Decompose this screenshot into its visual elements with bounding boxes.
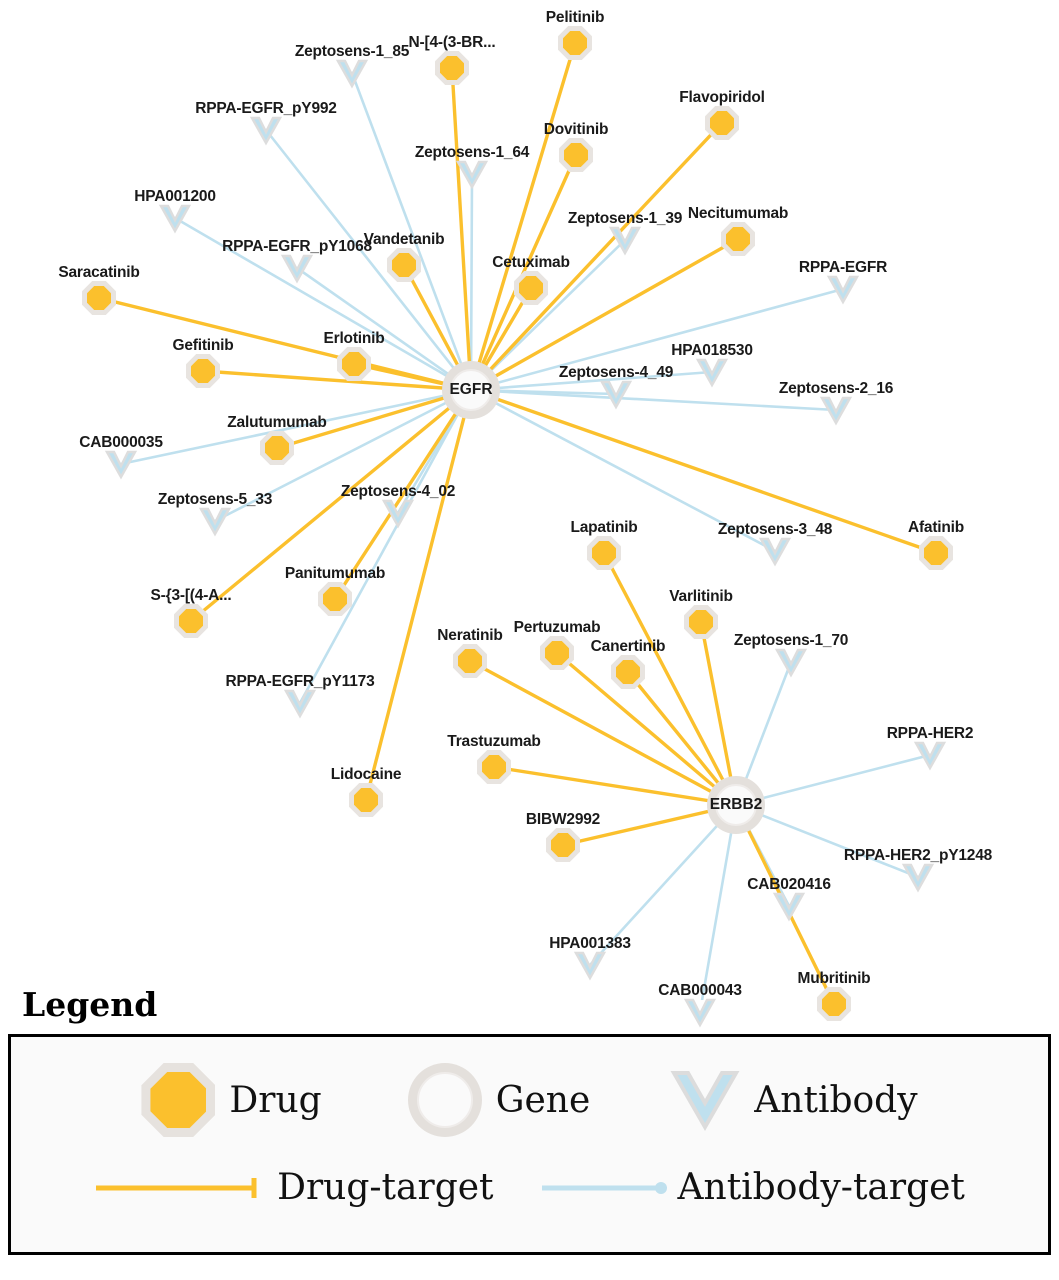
legend-drug-item	[141, 1063, 321, 1137]
antibody-node-label: Zeptosens-1_70	[733, 632, 849, 649]
drug-node-label: Neratinib	[437, 627, 503, 644]
antibody-chevron-icon	[758, 535, 792, 567]
legend-edges-row	[11, 1167, 1048, 1208]
drug-node-label: Dovitinib	[543, 121, 609, 138]
antibody-chevron-icon	[695, 356, 729, 388]
antibody-node-label: RPPA-EGFR_pY1173	[225, 673, 375, 690]
legend-antibody-edge-label: Antibody-target	[677, 1167, 965, 1208]
antibody-chevron-icon	[280, 252, 314, 284]
antibody-chevron-icon	[670, 1067, 740, 1133]
drug-octagon-icon	[141, 1063, 215, 1137]
legend-antibody-label: Antibody	[754, 1079, 918, 1121]
antibody-chevron-icon	[819, 394, 853, 426]
drug-node-label: Zalutumumab	[227, 414, 327, 431]
drug-octagon-icon	[387, 248, 421, 282]
gene-circle-icon	[408, 1063, 482, 1137]
drug-octagon-icon	[186, 354, 220, 388]
antibody-chevron-icon	[158, 202, 192, 234]
antibody-node-label: Zeptosens-1_39	[567, 210, 683, 227]
antibody-node-label: Zeptosens-1_85	[294, 43, 410, 60]
drug-node-label: Necitumumab	[687, 205, 789, 222]
drug-node-label: Afatinib	[907, 519, 965, 536]
drug-node-label: Panitumumab	[284, 565, 386, 582]
antibody-chevron-icon	[913, 739, 947, 771]
drug-octagon-icon	[82, 281, 116, 315]
drug-node-label: Erlotinib	[323, 330, 385, 347]
antibody-node-label: HPA001383	[549, 935, 631, 952]
antibody-node-label: RPPA-HER2_pY1248	[843, 847, 993, 864]
antibody-node-label: Zeptosens-3_48	[717, 521, 833, 538]
antibody-chevron-icon	[772, 890, 806, 922]
drug-octagon-icon	[435, 51, 469, 85]
antibody-chevron-icon	[283, 687, 317, 719]
antibody-chevron-icon	[249, 114, 283, 146]
drug-node-label: Lidocaine	[330, 766, 402, 783]
legend-antibody-edge	[540, 1167, 965, 1208]
drug-node-label: S-{3-[(4-A...	[150, 587, 232, 604]
antibody-chevron-icon	[381, 497, 415, 529]
drug-node-label: Gefitinib	[172, 337, 234, 354]
antibody-chevron-icon	[573, 949, 607, 981]
antibody-chevron-icon	[335, 57, 369, 89]
antibody-chevron-icon	[104, 448, 138, 480]
antibody-node-label: RPPA-EGFR_pY1068	[222, 238, 372, 255]
antibody-chevron-icon	[455, 158, 489, 190]
antibody-chevron-icon	[608, 224, 642, 256]
antibody-node-label: Zeptosens-2_16	[778, 380, 894, 397]
drug-node-label: Mubritinib	[797, 970, 871, 987]
antibody-edge-icon	[540, 1176, 670, 1200]
antibody-node-label: RPPA-EGFR_pY992	[195, 100, 337, 117]
antibody-node-label: CAB000043	[658, 982, 742, 999]
antibody-node-label: HPA018530	[671, 342, 753, 359]
legend-shapes-row	[11, 1037, 1048, 1137]
drug-node-label: Vandetanib	[363, 231, 445, 248]
antibody-node-label: RPPA-HER2	[886, 725, 974, 742]
drug-edge-icon	[94, 1176, 269, 1200]
drug-node-label: Canertinib	[590, 638, 666, 655]
drug-node-label: Pelitinib	[545, 9, 605, 26]
drug-node-label: N-[4-(3-BR...	[408, 34, 496, 51]
legend-gene-label: Gene	[495, 1079, 591, 1121]
antibody-node-label: Zeptosens-4_02	[340, 483, 456, 500]
antibody-chevron-icon	[901, 861, 935, 893]
drug-node-label: BIBW2992	[525, 811, 601, 828]
antibody-node-label: Zeptosens-4_49	[558, 364, 674, 381]
legend-box	[8, 1034, 1051, 1255]
antibody-chevron-icon	[599, 378, 633, 410]
drug-octagon-icon	[337, 347, 371, 381]
antibody-node-label: CAB020416	[747, 876, 831, 893]
legend-drug-edge-label: Drug-target	[277, 1167, 494, 1208]
gene-node-label: ERBB2	[709, 796, 763, 813]
antibody-chevron-icon	[826, 273, 860, 305]
antibody-node-label: Zeptosens-5_33	[157, 491, 273, 508]
antibody-chevron-icon	[774, 646, 808, 678]
legend-drug-label: Drug	[229, 1079, 322, 1121]
legend-drug-edge	[94, 1167, 493, 1208]
antibody-node-label: HPA001200	[134, 188, 216, 205]
drug-node-label: Saracatinib	[58, 264, 140, 281]
drug-node-label: Cetuximab	[492, 254, 570, 271]
drug-octagon-icon	[260, 431, 294, 465]
legend-gene-item	[408, 1063, 591, 1137]
drug-node-label: Flavopiridol	[679, 89, 765, 106]
drug-node-label: Trastuzumab	[447, 733, 541, 750]
drug-node-label: Varlitinib	[669, 588, 733, 605]
drug-node-label: Lapatinib	[570, 519, 638, 536]
antibody-node-label: CAB000035	[79, 434, 163, 451]
antibody-node-label: Zeptosens-1_64	[414, 144, 530, 161]
legend	[8, 985, 1051, 1255]
gene-node-label: EGFR	[449, 381, 493, 398]
legend-title: Legend	[22, 985, 158, 1024]
drug-node-label: Pertuzumab	[513, 619, 601, 636]
legend-antibody-item	[670, 1067, 917, 1133]
antibody-node-label: RPPA-EGFR	[798, 259, 888, 276]
antibody-chevron-icon	[198, 505, 232, 537]
